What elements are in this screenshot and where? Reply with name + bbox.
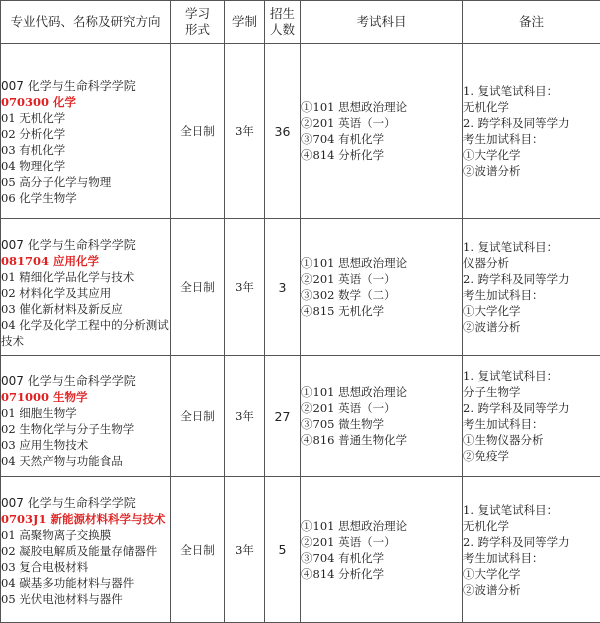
study-mode: 全日制 xyxy=(171,477,225,623)
research-direction: 05 光伏电池材料与器件 xyxy=(1,591,170,607)
research-direction: 04 碳基多功能材料与器件 xyxy=(1,575,170,591)
research-direction: 02 凝胶电解质及能量存储器件 xyxy=(1,543,170,559)
college-name: 007 化学与生命科学学院 xyxy=(1,373,170,389)
note-line: 1. 复试笔试科目： xyxy=(463,83,600,99)
exam-subject: ③704 有机化学 xyxy=(301,550,462,566)
research-direction: 03 应用生物技术 xyxy=(1,437,170,453)
research-direction: 06 化学生物学 xyxy=(1,190,170,206)
study-duration: 3年 xyxy=(225,477,265,623)
exam-subject: ①101 思想政治理论 xyxy=(301,255,462,271)
table-row xyxy=(1,356,600,477)
note-line: 考生加试科目： xyxy=(463,416,600,432)
research-direction: 01 高聚物离子交换膜 xyxy=(1,527,170,543)
exam-subject: ③302 数学（二） xyxy=(301,287,462,303)
header-exam: 考试科目 xyxy=(301,1,463,44)
note-line: 无机化学 xyxy=(463,99,600,115)
header-mode-line1: 学习 xyxy=(171,6,224,22)
notes-cell xyxy=(463,356,600,477)
exam-subject: ④814 分析化学 xyxy=(301,147,462,163)
research-direction: 01 无机化学 xyxy=(1,110,170,126)
notes-cell xyxy=(463,44,600,219)
major-cell xyxy=(1,477,171,623)
table-row xyxy=(1,477,600,623)
note-line: 考生加试科目： xyxy=(463,550,600,566)
note-line: ①大学化学 xyxy=(463,303,600,319)
note-line: 2. 跨学科及同等学力 xyxy=(463,400,600,416)
table-row xyxy=(1,44,600,219)
exam-subject: ③705 微生物学 xyxy=(301,416,462,432)
note-line: 2. 跨学科及同等学力 xyxy=(463,271,600,287)
major-code-name: 071000 生物学 xyxy=(1,389,170,405)
enrollment-quota: 5 xyxy=(265,477,301,623)
note-line: 1. 复试笔试科目： xyxy=(463,368,600,384)
exam-subject: ④815 无机化学 xyxy=(301,303,462,319)
exam-subject: ②201 英语（一） xyxy=(301,271,462,287)
exam-subjects xyxy=(301,44,463,219)
research-direction: 03 复合电极材料 xyxy=(1,559,170,575)
college-name: 007 化学与生命科学学院 xyxy=(1,237,170,253)
study-mode: 全日制 xyxy=(171,44,225,219)
note-line: ②波谱分析 xyxy=(463,163,600,179)
note-line: 分子生物学 xyxy=(463,384,600,400)
notes-cell xyxy=(463,477,600,623)
study-duration: 3年 xyxy=(225,219,265,356)
table-row xyxy=(1,219,600,356)
header-mode xyxy=(171,1,225,44)
research-direction: 03 有机化学 xyxy=(1,142,170,158)
header-major: 专业代码、名称及研究方向 xyxy=(1,1,171,44)
notes-cell xyxy=(463,219,600,356)
note-line: 仪器分析 xyxy=(463,255,600,271)
college-name: 007 化学与生命科学学院 xyxy=(1,495,170,511)
major-cell xyxy=(1,219,171,356)
header-mode-line2: 形式 xyxy=(171,22,224,38)
major-code-name: 070300 化学 xyxy=(1,94,170,110)
note-line: 考生加试科目： xyxy=(463,131,600,147)
enrollment-quota: 27 xyxy=(265,356,301,477)
research-direction: 04 化学及化学工程中的分析测试技术 xyxy=(1,317,170,349)
exam-subject: ①101 思想政治理论 xyxy=(301,99,462,115)
note-line: ②波谱分析 xyxy=(463,319,600,335)
exam-subject: ③704 有机化学 xyxy=(301,131,462,147)
study-mode: 全日制 xyxy=(171,219,225,356)
note-line: 2. 跨学科及同等学力 xyxy=(463,534,600,550)
note-line: 考生加试科目： xyxy=(463,287,600,303)
header-duration: 学制 xyxy=(225,1,265,44)
enrollment-quota: 3 xyxy=(265,219,301,356)
research-direction: 02 分析化学 xyxy=(1,126,170,142)
header-quota-line2: 人数 xyxy=(265,22,300,38)
major-cell xyxy=(1,356,171,477)
exam-subjects xyxy=(301,356,463,477)
major-code-name: 0703J1 新能源材料科学与技术 xyxy=(1,511,170,527)
header-quota-line1: 招生 xyxy=(265,6,300,22)
exam-subject: ②201 英语（一） xyxy=(301,115,462,131)
header-quota xyxy=(265,1,301,44)
note-line: 2. 跨学科及同等学力 xyxy=(463,115,600,131)
note-line: ②波谱分析 xyxy=(463,582,600,598)
note-line: ②免疫学 xyxy=(463,448,600,464)
research-direction: 05 高分子化学与物理 xyxy=(1,174,170,190)
exam-subjects xyxy=(301,477,463,623)
research-direction: 02 生物化学与分子生物学 xyxy=(1,421,170,437)
study-duration: 3年 xyxy=(225,44,265,219)
exam-subject: ④816 普通生物化学 xyxy=(301,432,462,448)
note-line: ①生物仪器分析 xyxy=(463,432,600,448)
note-line: 无机化学 xyxy=(463,518,600,534)
header-notes: 备注 xyxy=(463,1,600,44)
exam-subject: ①101 思想政治理论 xyxy=(301,384,462,400)
exam-subject: ④814 分析化学 xyxy=(301,566,462,582)
major-cell xyxy=(1,44,171,219)
note-line: ①大学化学 xyxy=(463,147,600,163)
research-direction: 01 细胞生物学 xyxy=(1,405,170,421)
exam-subject: ①101 思想政治理论 xyxy=(301,518,462,534)
research-direction: 02 材料化学及其应用 xyxy=(1,285,170,301)
note-line: ①大学化学 xyxy=(463,566,600,582)
study-duration: 3年 xyxy=(225,356,265,477)
research-direction: 03 催化新材料及新反应 xyxy=(1,301,170,317)
enrollment-quota: 36 xyxy=(265,44,301,219)
note-line: 1. 复试笔试科目： xyxy=(463,502,600,518)
exam-subject: ②201 英语（一） xyxy=(301,400,462,416)
research-direction: 04 天然产物与功能食品 xyxy=(1,453,170,469)
research-direction: 04 物理化学 xyxy=(1,158,170,174)
research-direction: 01 精细化学品化学与技术 xyxy=(1,269,170,285)
college-name: 007 化学与生命科学学院 xyxy=(1,78,170,94)
exam-subjects xyxy=(301,219,463,356)
header-row xyxy=(1,1,600,44)
major-code-name: 081704 应用化学 xyxy=(1,253,170,269)
note-line: 1. 复试笔试科目： xyxy=(463,239,600,255)
exam-subject: ②201 英语（一） xyxy=(301,534,462,550)
study-mode: 全日制 xyxy=(171,356,225,477)
